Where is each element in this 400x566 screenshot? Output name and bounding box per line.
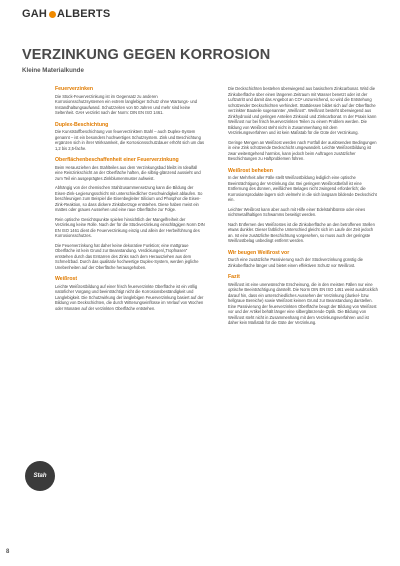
body-paragraph: Weißrost ist eine unerwünschte Erscheinung, die in den meisten Fällen nur eine optische Beeinträchtigung darstellt. Die Norm DIN EN ISO 1461 weist ausdrücklich darauf hin, dass ein unterschiedliches Aussehen der Verzinkung (dunkel- bzw. hellgraue Bereiche) sowie Weißrost keinen Grund zur Beanstandung darstellen. Eine Passivierung der feuerverzinkten Oberfläche beugt der Bildung von Weißrost vor und der Artikel behält länger eine silberglänzende Optik. Die Bildung von Weißrost steht nicht in Zusammenhang mit dem Verzinkungsverfahren und ist daher kein Maßstab für die Güte der Verzinkung. — [228, 281, 378, 325]
logo-part2: ALBERTS — [57, 8, 111, 20]
body-paragraph: Die Deckschichten bestehen überwiegend aus basischem Zinkcarbonat. Wird die Zinkoberfläche über einen längeren Zeitraum mit Wasser benetzt oder ist der Luftzutritt und damit das Angebot an CO² unzureichend, so wird die Entstehung schützender Deckschichten verhindert. Stattdessen bildet sich auf der Oberfläche verzinkter Bauteile sogenannter „Weißrost“. Weißrost besteht überwiegend aus Zinkhydroxid und geringen Anteilen Zinkoxid und Zinkcarbonat. In der Praxis kann Weißrost nur bei frisch feuerverzinkten Teilen zu einem Problem werden. Die Bildung von Weißrost steht nicht in Zusammenhang mit dem Verzinkungsverfahren und ist kein Maßstab für die Güte der Verzinkung. — [228, 86, 377, 135]
body-paragraph: Durch eine zusätzliche Passivierung nach der Stückverzinkung günstig die Zinkoberfläche länger und bietet einen effektiven Schutz vor Weißrost. — [228, 257, 363, 268]
page-title: VERZINKUNG GEGEN KORROSION — [22, 47, 271, 63]
section-heading: Weißrost — [55, 276, 78, 282]
body-paragraph: Beim Herausziehen des Stahlteiles aus dem Verzinkungsbad bleibt im Idealfall eine Reinzinkschicht an der Oberfläche haften, die silbrig-glänzend aussieht und zum Teil ein ausgeprägtes Zinkblumenmuster aufweist. — [55, 164, 201, 181]
left-column — [55, 86, 205, 317]
company-logo — [22, 8, 110, 20]
body-paragraph: Nach Entfernen des Weißrostes ist die Zinkoberfläche an den betroffenen Stellen etwas dunkler. Dieser farbliche Unterschied gleicht sich im Laufe der Zeit jedoch an. Ist eine zusätzliche Beschichtung vorgesehen, so muss auch der geringste Weißrostbelag unbedingt entfernt werden. — [228, 221, 375, 243]
page-subtitle: Kleine Materialkunde — [22, 67, 84, 74]
page-number: 8 — [6, 549, 10, 555]
body-paragraph: In der Mehrheit aller Fälle stellt Weißrostbildung lediglich eine optische Beeinträchtigung der Verzinkung dar. Bei geringem Weißrostbefall ist eine Entfernung des dünnen, weißlichen Belages nicht zwingend erforderlich; die Korrosionsprodukte lagern sich vielmehr in die sich langsam bildende Deckschicht ein. — [228, 175, 377, 202]
text-section — [55, 157, 205, 270]
section-heading: Duplex-Beschichtung — [55, 121, 109, 128]
section-heading: Wir beugen Weißrost vor — [228, 249, 290, 256]
section-heading: Oberflächenbeschaffenheit einer Feuerverzinkung — [55, 157, 179, 163]
badge-label: Stah — [33, 473, 47, 479]
body-paragraph: Leichter Weißrost kann aber auch mit Hilfe einer Edelstahlbürste oder eines nichtmetallhaltigen Schwamms beseitigt werden. — [228, 206, 366, 217]
logo-part1: GAH — [22, 8, 48, 20]
stahl-badge-icon — [25, 461, 55, 491]
body-paragraph: Rein optische Gesichtspunkte spielen hinsichtlich der Mangelfreiheit der Verzinkung keine Rolle. Nach der für die Stückverzinkung einschlägigen Norm DIN EN ISO 1461 dient die Feuerverzinkung einzig und allein der Herbeiführung des Korrosionsschutzes. — [55, 216, 205, 238]
body-paragraph: Abhängig von der chemischen Stahlzusammensetzung kann die Bildung der Eisen-Zink-Legierungsschicht mit unterschiedlicher Geschwindigkeit ablaufen. So beschleunigen zum Beispiel die Eisenbegleiter Silicium und Phosphor die Eisen-Zink-Reaktion, so dass dickere Zinküberzüge entstehen. Diese haben meist ein mattes oder graues Aussehen und eine raue Oberfläche zur Folge. — [55, 185, 203, 212]
body-paragraph: Die Kunststoffbeschichtung von feuerverzinktem Stahl – auch Duplex-System genannt – ist ein besonders hochwertiges Schutzsystem. Zink und Beschichtung ergänzen sich in ihrer Wirksamkeit, die Korrosionsschutzdauer erhöht sich um das 1,2 bis 2,5-fache. — [55, 129, 205, 151]
right-column — [228, 86, 378, 332]
section-heading: Feuerverzinken — [55, 86, 94, 92]
text-section — [228, 274, 378, 326]
section-heading: Fazit — [228, 274, 240, 280]
text-section — [228, 250, 378, 269]
text-section — [55, 86, 205, 116]
body-paragraph: Geringe Mengen an Weißrost werden nach Fortfall der auslösenden Bedingungen in eine Zink schützende Deckschicht umgewandelt. Leichte Weißrostbildung ist zwar weitestgehend harmlos, kann jedoch beim Auftragen zusätzlicher Beschichtungen zu Haftproblemen führen. — [228, 139, 377, 161]
logo-dot-icon — [49, 11, 56, 18]
section-heading: Weißrost beheben — [228, 167, 273, 174]
body-paragraph: Die Stück-Feuerverzinkung ist im Gegensatz zu anderen Korrosionsschutzsystemen ein extrem langlebiger Schutz ohne Wartungs- und Instandhaltungsaufwand. Schutzzeiten von 50 Jahren und mehr sind keine Seltenheit. GAH verzinkt nach der Norm: DIN EN ISO 1461. — [55, 93, 198, 115]
text-section — [228, 86, 378, 162]
text-section — [55, 122, 205, 152]
body-paragraph: Die Feuerverzinkung hat daher keine dekorative Funktion; eine mattgraue Oberfläche ist kein Grund zur Beanstandung. Verdickungen/„Tropfnasen“ entstehen durch das Erstarren des Zinks nach dem Herausziehen aus dem Schmelzbad. Durch das qualitativ hochwertige Duplex-System, werden jegliche Unebenheiten auf der Oberfläche herausgehoben. — [55, 242, 199, 270]
text-section — [55, 276, 205, 311]
text-section — [228, 168, 378, 244]
body-paragraph: Leichte Weißrostbildung auf einer frisch feuerverzinkte Oberfläche ist ein völlig natürlicher Vorgang und beeinträchtigt nicht die Korrosionsbeständigkeit und Langlebigkeit. Die Schutzwirkung der langlebigen Feuerverzinkung basiert auf der Bildung von Deckschichten, die durch Witterungseinflüsse im Verlauf von Wochen oder Monaten auf der verzinkten Oberfläche entstehen. — [55, 283, 204, 311]
